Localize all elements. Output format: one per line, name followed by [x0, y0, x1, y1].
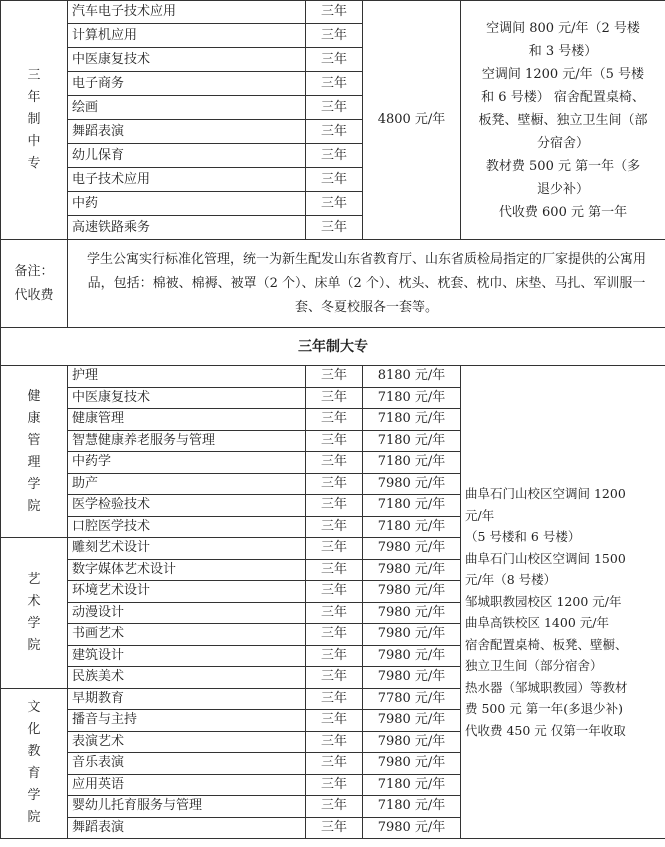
duration-cell: 三年 [306, 688, 363, 710]
duration-cell: 三年 [306, 216, 363, 240]
note-label: 备注： 代收费 [1, 240, 68, 328]
duration-cell: 三年 [306, 120, 363, 144]
section-header-row [1, 328, 665, 366]
duration-cell: 三年 [306, 495, 363, 517]
duration-cell: 三年 [306, 366, 363, 388]
duration-cell: 三年 [306, 710, 363, 732]
major-cell: 电子技术应用 [68, 168, 306, 192]
major-cell: 环境艺术设计 [68, 581, 306, 603]
tuition-cell: 7980 元/年 [363, 624, 461, 646]
major-cell: 汽车电子技术应用 [68, 1, 306, 24]
major-cell: 建筑设计 [68, 645, 306, 667]
major-cell: 高速铁路乘务 [68, 216, 306, 240]
duration-cell: 三年 [306, 168, 363, 192]
tuition-cell: 7980 元/年 [363, 559, 461, 581]
duration-cell: 三年 [306, 731, 363, 753]
category-cell: 三 年 制 中 专 [1, 1, 68, 240]
duration-cell: 三年 [306, 144, 363, 168]
duration-cell: 三年 [306, 409, 363, 431]
major-cell: 口腔医学技术 [68, 516, 306, 538]
duration-cell: 三年 [306, 667, 363, 689]
duration-cell: 三年 [306, 602, 363, 624]
major-cell: 护理 [68, 366, 306, 388]
major-cell: 舞蹈表演 [68, 120, 306, 144]
tuition-cell: 7980 元/年 [363, 731, 461, 753]
major-cell: 动漫设计 [68, 602, 306, 624]
duration-cell: 三年 [306, 387, 363, 409]
major-cell: 中医康复技术 [68, 48, 306, 72]
tuition-cell: 7980 元/年 [363, 753, 461, 775]
tuition-cell: 7180 元/年 [363, 774, 461, 796]
major-cell: 民族美术 [68, 667, 306, 689]
tuition-cell: 7980 元/年 [363, 473, 461, 495]
major-cell: 智慧健康养老服务与管理 [68, 430, 306, 452]
tuition-cell: 7980 元/年 [363, 667, 461, 689]
fees-cell: 空调间 800 元/年（2 号楼 和 3 号楼） 空调间 1200 元/年（5 号楼 和 6 号楼） 宿舍配置桌椅、 板凳、壁橱、独立卫生间（部 分宿舍） 教材费 500 元 第一年（多 退少补） 代收费 600 元 第一年 [461, 1, 665, 240]
tuition-cell: 7180 元/年 [363, 409, 461, 431]
major-cell: 绘画 [68, 96, 306, 120]
tuition-cell: 7180 元/年 [363, 387, 461, 409]
duration-cell: 三年 [306, 796, 363, 818]
college-cell: 健 康 管 理 学 院 [1, 366, 68, 538]
tuition-cell: 7980 元/年 [363, 581, 461, 603]
major-cell: 播音与主持 [68, 710, 306, 732]
duration-cell: 三年 [306, 624, 363, 646]
table-row [1, 1, 665, 24]
duration-cell: 三年 [306, 581, 363, 603]
major-cell: 中医康复技术 [68, 387, 306, 409]
major-cell: 电子商务 [68, 72, 306, 96]
college-cell: 文 化 教 育 学 院 [1, 688, 68, 839]
major-cell: 助产 [68, 473, 306, 495]
tuition-cell: 7180 元/年 [363, 495, 461, 517]
note-row [1, 240, 665, 328]
tuition-cell: 7180 元/年 [363, 430, 461, 452]
table-row [1, 366, 665, 388]
major-cell: 数字媒体艺术设计 [68, 559, 306, 581]
major-cell: 表演艺术 [68, 731, 306, 753]
tuition-cell: 7180 元/年 [363, 796, 461, 818]
major-cell: 早期教育 [68, 688, 306, 710]
major-cell: 健康管理 [68, 409, 306, 431]
major-cell: 雕刻艺术设计 [68, 538, 306, 560]
duration-cell: 三年 [306, 1, 363, 24]
duration-cell: 三年 [306, 645, 363, 667]
section-title: 三年制大专 [1, 328, 665, 366]
tuition-cell: 7980 元/年 [363, 538, 461, 560]
duration-cell: 三年 [306, 538, 363, 560]
duration-cell: 三年 [306, 24, 363, 48]
tuition-cell: 7180 元/年 [363, 516, 461, 538]
duration-cell: 三年 [306, 48, 363, 72]
fees-cell: 曲阜石门山校区空调间 1200 元/年 （5 号楼和 6 号楼） 曲阜石门山校区空调间 1500 元/年（8 号楼） 邹城职教园校区 1200 元/年 曲阜高铁校区 1400 元/年 宿舍配置桌椅、板凳、壁橱、 独立卫生间（部分宿舍） 热水器（邹城职教园）等教材 费 500 元 第一年(多退少补) 代收费 450 元 仅第一年收取 [461, 366, 665, 839]
note-text: 学生公寓实行标准化管理，统一为新生配发山东省教育厅、山东省质检局指定的厂家提供的公寓用品，包括：棉被、棉褥、被罩（2 个）、床单（2 个）、枕头、枕套、枕巾、床垫、马扎、军训服一套、冬夏校服各一套等。 [68, 240, 665, 328]
major-cell: 音乐表演 [68, 753, 306, 775]
major-cell: 幼儿保育 [68, 144, 306, 168]
tuition-cell: 7780 元/年 [363, 688, 461, 710]
major-cell: 计算机应用 [68, 24, 306, 48]
tuition-cell: 7180 元/年 [363, 452, 461, 474]
major-cell: 舞蹈表演 [68, 817, 306, 839]
major-cell: 书画艺术 [68, 624, 306, 646]
duration-cell: 三年 [306, 192, 363, 216]
tuition-cell: 4800 元/年 [363, 1, 461, 240]
duration-cell: 三年 [306, 473, 363, 495]
duration-cell: 三年 [306, 452, 363, 474]
duration-cell: 三年 [306, 96, 363, 120]
major-cell: 婴幼儿托育服务与管理 [68, 796, 306, 818]
college-cell: 艺 术 学 院 [1, 538, 68, 689]
duration-cell: 三年 [306, 559, 363, 581]
duration-cell: 三年 [306, 72, 363, 96]
duration-cell: 三年 [306, 430, 363, 452]
major-cell: 医学检验技术 [68, 495, 306, 517]
duration-cell: 三年 [306, 516, 363, 538]
major-cell: 中药学 [68, 452, 306, 474]
tuition-cell: 7980 元/年 [363, 645, 461, 667]
tuition-cell: 7980 元/年 [363, 817, 461, 839]
duration-cell: 三年 [306, 774, 363, 796]
tuition-cell: 7980 元/年 [363, 602, 461, 624]
major-cell: 中药 [68, 192, 306, 216]
duration-cell: 三年 [306, 817, 363, 839]
duration-cell: 三年 [306, 753, 363, 775]
tuition-cell: 7980 元/年 [363, 710, 461, 732]
major-cell: 应用英语 [68, 774, 306, 796]
tuition-cell: 8180 元/年 [363, 366, 461, 388]
